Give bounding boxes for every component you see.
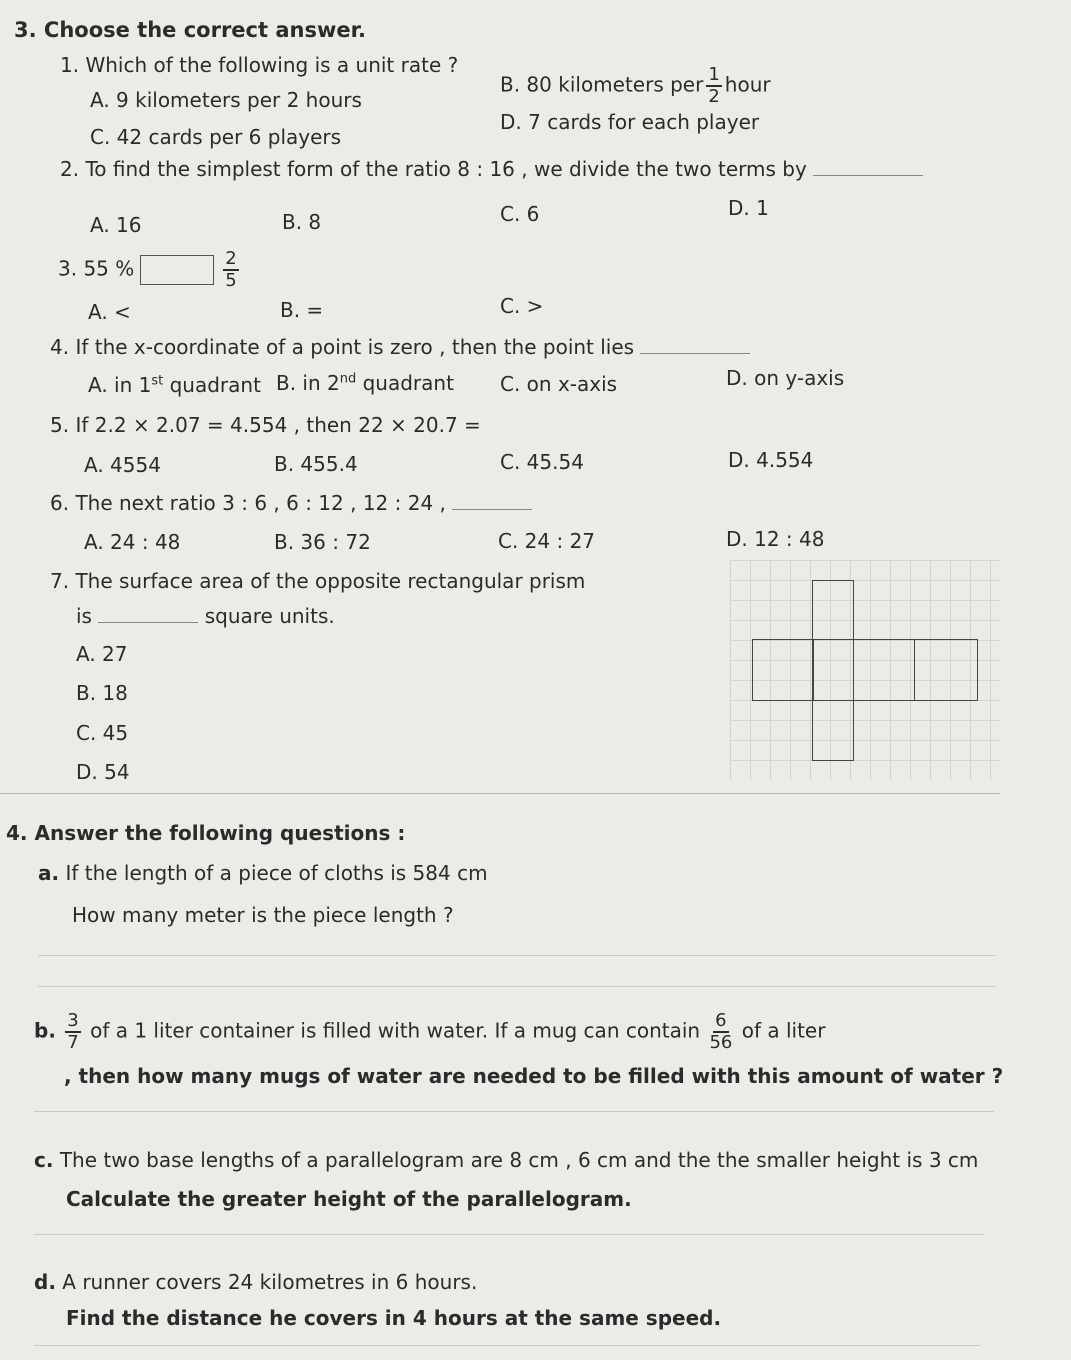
q4-option-a[interactable] — [88, 373, 261, 397]
question-number: 2. — [60, 157, 80, 181]
q6-option-b[interactable]: B. 36 : 72 — [274, 530, 371, 554]
q2-option-d[interactable]: D. 1 — [728, 196, 769, 220]
q6-option-d[interactable]: D. 12 : 48 — [726, 527, 825, 551]
question-d-line2: Find the distance he covers in 4 hours at the same speed. — [66, 1306, 722, 1330]
question-a — [38, 861, 488, 885]
net-face-bottom — [812, 700, 854, 761]
question-text: If 2.2 × 2.07 = 4.554 , then 22 × 20.7 = — [75, 413, 481, 437]
numerator: 2 — [225, 248, 237, 269]
question-letter: c. — [34, 1148, 54, 1172]
question-7 — [50, 569, 585, 593]
question-number: 7. — [50, 569, 70, 593]
section-3-heading — [14, 18, 366, 42]
q6-option-c[interactable]: C. 24 : 27 — [498, 529, 596, 553]
answer-blank[interactable] — [98, 622, 198, 623]
answer-blank[interactable] — [813, 175, 923, 176]
question-text: is — [76, 604, 92, 628]
question-number: 5. — [50, 413, 70, 437]
question-text: If the length of a piece of cloths is 584 cm — [65, 861, 488, 885]
fraction — [65, 1012, 80, 1052]
q7-option-b[interactable]: B. 18 — [76, 681, 128, 705]
question-a-line2: How many meter is the piece length ? — [72, 903, 454, 927]
ordinal-suffix: nd — [339, 371, 357, 387]
question-number: 6. — [50, 491, 70, 515]
answer-line[interactable] — [34, 1111, 994, 1112]
q7-option-d[interactable]: D. 54 — [76, 760, 130, 784]
question-3 — [58, 250, 242, 290]
question-text: The surface area of the opposite rectangular prism — [75, 569, 586, 593]
option-text: A. in 1 — [88, 373, 152, 397]
numerator: 6 — [715, 1010, 727, 1031]
question-text: square units. — [204, 604, 335, 628]
answer-blank[interactable] — [640, 353, 750, 354]
question-letter: b. — [34, 1018, 56, 1043]
comparison-box[interactable] — [140, 255, 214, 285]
numerator: 3 — [67, 1010, 79, 1031]
net-face-left — [752, 639, 814, 701]
q1-option-a[interactable]: A. 9 kilometers per 2 hours — [90, 88, 362, 112]
question-letter: d. — [34, 1270, 56, 1294]
answer-blank[interactable] — [452, 509, 532, 510]
q7-option-a[interactable]: A. 27 — [76, 642, 128, 666]
comparison-left: 55 % — [83, 256, 135, 281]
question-text: To find the simplest form of the ratio 8 : 16 , we divide the two terms by — [85, 157, 807, 181]
question-text: of a 1 liter container is filled with water. If a mug can contain — [90, 1018, 701, 1043]
numerator: 1 — [708, 64, 720, 85]
q5-option-c[interactable]: C. 45.54 — [500, 450, 584, 474]
q3-option-c[interactable]: C. > — [500, 294, 544, 318]
q1-option-b[interactable] — [500, 66, 771, 106]
section-title: Answer the following questions : — [34, 821, 406, 845]
q2-option-c[interactable]: C. 6 — [500, 202, 540, 226]
net-face-right — [853, 639, 915, 701]
question-text: The next ratio 3 : 6 , 6 : 12 , 12 : 24 , — [75, 491, 446, 515]
section-divider — [0, 793, 1000, 794]
question-letter: a. — [38, 861, 60, 885]
question-6 — [50, 491, 532, 515]
denominator: 56 — [709, 1032, 733, 1053]
option-text: quadrant — [163, 373, 261, 397]
question-number: 4. — [50, 335, 70, 359]
question-b-line2: , then how many mugs of water are needed to be filled with this amount of water ? — [64, 1064, 1004, 1088]
question-number: 3. — [58, 256, 78, 281]
question-text: If the x-coordinate of a point is zero , then the point lies — [75, 335, 635, 359]
q7-line2 — [76, 604, 335, 628]
question-4 — [50, 335, 750, 359]
q5-option-a[interactable]: A. 4554 — [84, 453, 161, 477]
answer-line[interactable] — [34, 1345, 980, 1346]
section-number: 4. — [6, 821, 28, 845]
option-text: B. in 2 — [276, 371, 340, 395]
q6-option-a[interactable]: A. 24 : 48 — [84, 530, 181, 554]
question-c — [34, 1148, 978, 1172]
q7-option-c[interactable]: C. 45 — [76, 721, 129, 745]
q4-option-d[interactable]: D. on y-axis — [726, 366, 845, 390]
section-4-heading — [6, 821, 405, 845]
q1-option-c[interactable]: C. 42 cards per 6 players — [90, 125, 342, 149]
question-text: of a liter — [741, 1018, 826, 1043]
question-text: Which of the following is a unit rate ? — [85, 53, 459, 77]
fraction — [709, 1012, 732, 1052]
net-face-back — [914, 639, 978, 701]
question-5 — [50, 413, 481, 437]
question-text: The two base lengths of a parallelogram are 8 cm , 6 cm and the the smaller height is 3 cm — [59, 1148, 979, 1172]
question-number: 1. — [60, 53, 80, 77]
question-2 — [60, 157, 923, 181]
denominator: 7 — [67, 1032, 79, 1053]
question-c-line2: Calculate the greater height of the parallelogram. — [66, 1187, 632, 1211]
ordinal-suffix: st — [151, 373, 164, 389]
q5-option-d[interactable]: D. 4.554 — [728, 448, 814, 472]
option-text: quadrant — [356, 371, 454, 395]
section-title: Choose the correct answer. — [43, 18, 366, 42]
denominator: 5 — [225, 270, 237, 291]
q4-option-b[interactable] — [276, 371, 454, 395]
option-text: hour — [724, 72, 771, 97]
q2-option-a[interactable]: A. 16 — [90, 213, 142, 237]
answer-line[interactable] — [34, 1234, 984, 1235]
question-d — [34, 1270, 477, 1294]
q2-option-b[interactable]: B. 8 — [282, 210, 322, 234]
net-face-top — [812, 580, 854, 640]
question-text: A runner covers 24 kilometres in 6 hours. — [62, 1270, 478, 1294]
q3-option-b[interactable]: B. = — [280, 298, 324, 322]
denominator: 2 — [708, 86, 720, 107]
fraction — [706, 66, 721, 106]
q5-option-b[interactable]: B. 455.4 — [274, 452, 358, 476]
fraction — [223, 250, 238, 290]
question-1 — [60, 53, 458, 77]
net-face-front — [812, 639, 854, 701]
question-b — [34, 1012, 825, 1052]
q4-option-c[interactable]: C. on x-axis — [500, 372, 618, 396]
answer-line[interactable] — [38, 986, 996, 987]
section-number: 3. — [14, 18, 37, 42]
answer-line[interactable] — [38, 955, 996, 956]
q3-option-a[interactable]: A. < — [88, 300, 131, 324]
option-text: B. 80 kilometers per — [500, 72, 704, 97]
q1-option-d[interactable]: D. 7 cards for each player — [500, 110, 760, 134]
